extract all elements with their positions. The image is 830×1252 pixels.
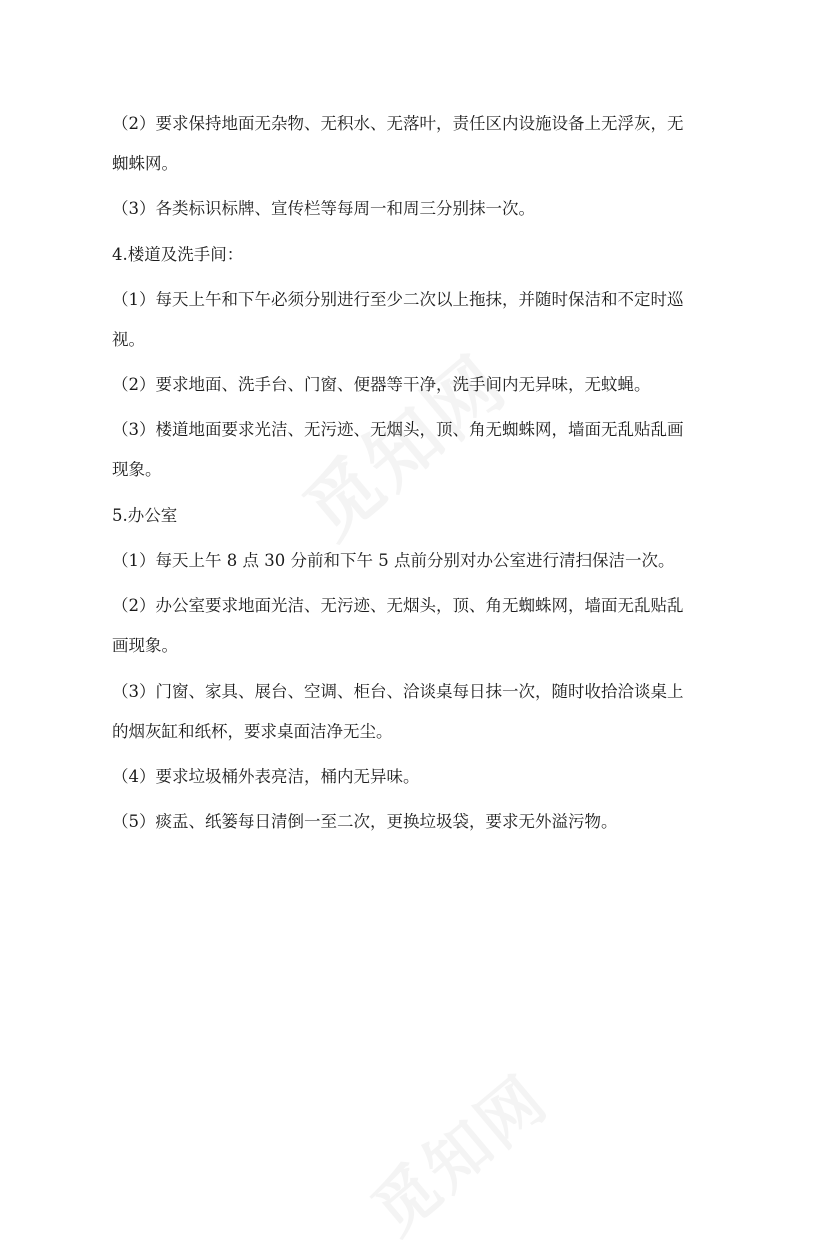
paragraph-line: 视。 [112,329,145,349]
paragraph-line: （5）痰盂、纸篓每日清倒一至二次，更换垃圾袋，要求无外溢污物。 [112,812,618,832]
paragraph-line: 的烟灰缸和纸杯，要求桌面洁净无尘。 [112,721,393,741]
paragraph-office-3 [112,672,722,752]
paragraph-line: 蜘蛛网。 [112,154,178,173]
paragraph-signs-3 [112,189,722,229]
paragraph-line: （2）办公室要求地面光洁、无污迹、无烟头，顶、角无蜘蛛网，墙面无乱贴乱 [112,596,684,616]
paragraph-office-1 [112,541,722,581]
paragraph-corridor-3 [112,410,722,490]
paragraph-office-2 [112,586,722,666]
section-heading: 4.楼道及洗手间： [112,244,244,264]
paragraph-line: （3）门窗、家具、展台、空调、柜台、洽谈桌每日抹一次，随时收拾洽谈桌上 [112,681,684,701]
section-heading-office [112,496,722,536]
paragraph-line: 画现象。 [112,636,178,656]
watermark-2 [349,1050,564,1252]
document-body [112,104,722,848]
paragraph-line: （2）要求保持地面无杂物、无积水、无落叶，责任区内设施设备上无浮灰，无 [112,114,684,133]
paragraph-line: （1）每天上午 8 点 30 分前和下午 5 点前分别对办公室进行清扫保洁一次。 [112,551,675,571]
section-heading: 5.办公室 [112,505,178,525]
paragraph-line: （2）要求地面、洗手台、门窗、便器等干净，洗手间内无异味，无蚊蝇。 [112,375,651,395]
paragraph-cleanliness-2 [112,104,722,184]
paragraph-line: （3）各类标识标牌、宣传栏等每周一和周三分别抹一次。 [112,199,535,219]
paragraph-corridor-1 [112,280,722,360]
paragraph-office-5 [112,802,722,842]
section-heading-corridor [112,235,722,275]
paragraph-line: （4）要求垃圾桶外表亮洁，桶内无异味。 [112,766,420,786]
paragraph-office-4 [112,757,722,797]
paragraph-line: （3）楼道地面要求光洁、无污迹、无烟头，顶、角无蜘蛛网，墙面无乱贴乱画 [112,420,684,440]
paragraph-line: 现象。 [112,460,162,480]
paragraph-corridor-2 [112,365,722,405]
paragraph-line: （1）每天上午和下午必须分别进行至少二次以上拖抹，并随时保洁和不定时巡 [112,289,684,309]
